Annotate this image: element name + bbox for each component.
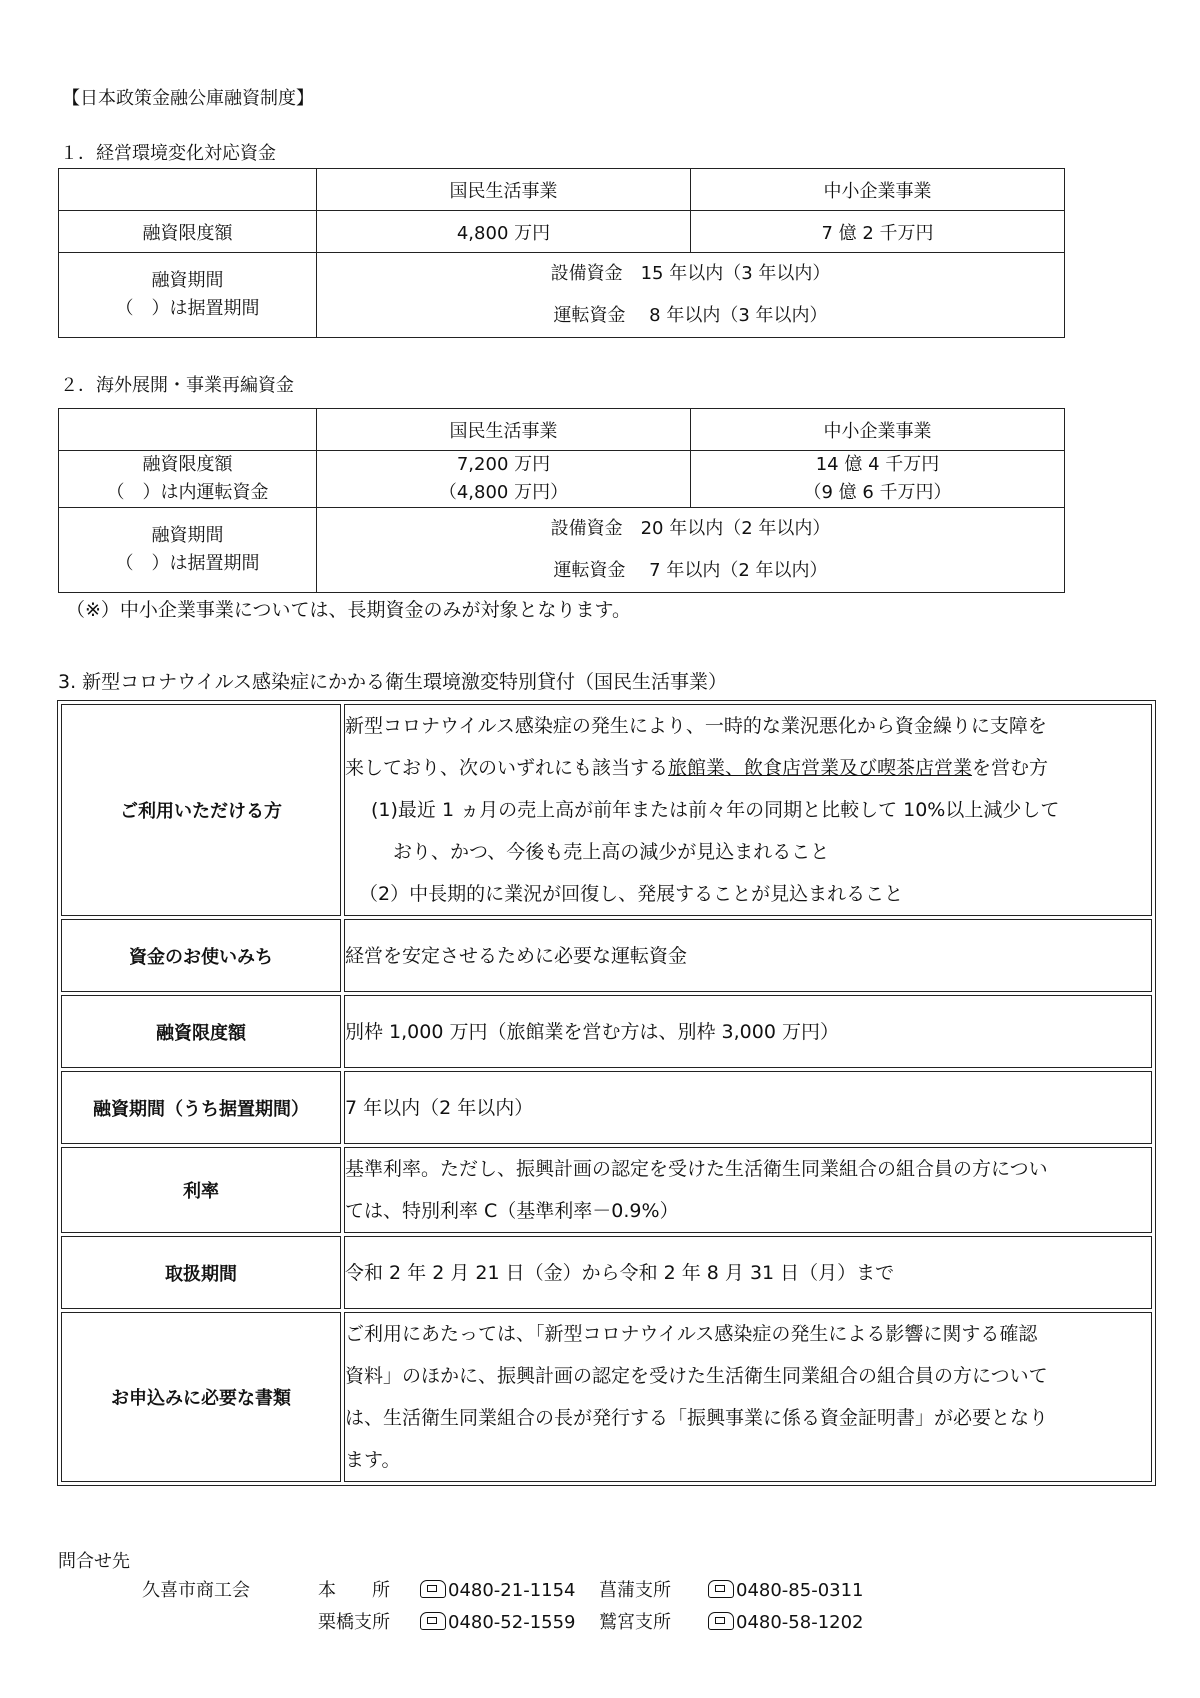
section2-period-label <box>59 508 317 593</box>
section2-table <box>58 408 1065 593</box>
contact-branch-shobu <box>599 1575 671 1607</box>
phone-icon <box>420 1580 446 1598</box>
section2-limit-label <box>59 451 317 508</box>
eligible-line2-c: を営む方 <box>972 757 1049 779</box>
section2-title: ２．海外展開・事業再編資金 <box>60 375 294 396</box>
section1-period-label <box>59 253 317 338</box>
branch-name-kurihashi: 栗橋支所 <box>318 1612 390 1633</box>
loan-period-label: 融資期間（うち据置期間） <box>61 1071 341 1144</box>
section2-limit-kokumin <box>317 451 691 508</box>
main-title: 【日本政策金融公庫融資制度】 <box>62 88 314 109</box>
section3-title: 3. 新型コロナウイルス感染症にかかる衛生環境激変特別貸付（国民生活事業） <box>58 671 728 693</box>
eligible-target-industries: 旅館業、飲食店営業及び喫茶店営業 <box>668 757 973 779</box>
section2-period-equipment: 設備資金 20 年以内（2 年以内） <box>550 518 831 539</box>
section1-header-blank <box>59 169 317 211</box>
section2-period-label-line2: （ ）は据置期間 <box>115 553 260 574</box>
documents-line3: は、生活衛生同業組合の長が発行する「振興事業に係る資金証明書」が必要となり <box>345 1407 1049 1429</box>
tel-honsho: 0480-21-1154 <box>448 1580 576 1601</box>
contact-tel-kurihashi <box>420 1607 576 1639</box>
section1-title: １．経営環境変化対応資金 <box>60 143 276 164</box>
section2-period-value <box>317 508 1065 593</box>
section1-col-chusho: 中小企業事業 <box>691 169 1065 211</box>
section1-period-label-line2: （ ）は据置期間 <box>115 298 260 319</box>
contact-org: 久喜市商工会 <box>142 1580 250 1601</box>
section2-col-chusho: 中小企業事業 <box>691 409 1065 451</box>
eligible-condition1: (1)最近 1 ヵ月の売上高が前年または前々年の同期と比較して 10%以上減少して <box>371 799 1060 821</box>
usage-label: 資金のお使いみち <box>61 919 341 992</box>
section2-limit-chusho-operating: （9 億 6 千万円） <box>803 482 952 503</box>
eligible-line1: 新型コロナウイルス感染症の発生により、一時的な業況悪化から資金繰りに支障を <box>345 715 1047 737</box>
section1-period-operating: 運転資金 8 年以内（3 年以内） <box>553 305 828 326</box>
contact-heading: 問合せ先 <box>58 1551 130 1572</box>
eligible-condition1-cont: おり、かつ、今後も売上高の減少が見込まれること <box>393 841 830 863</box>
eligible-line2-a: 来しており、次のいずれにも該当する <box>345 757 669 779</box>
interest-line1: 基準利率。ただし、振興計画の認定を受けた生活衛生同業組合の組合員の方につい <box>345 1158 1048 1180</box>
contact-tel-washimiya <box>708 1607 864 1639</box>
section1-period-label-line1: 融資期間 <box>151 270 224 291</box>
documents-line1: ご利用にあたっては、「新型コロナウイルス感染症の発生による影響に関する確認 <box>345 1323 1038 1345</box>
contact-branch-honsho <box>318 1575 390 1607</box>
section1-limit-kokumin: 4,800 万円 <box>317 211 691 253</box>
handling-period-value: 令和 2 年 2 月 21 日（金）から令和 2 年 8 月 31 日（月）まで <box>344 1236 1152 1309</box>
documents-line4: ます。 <box>345 1449 401 1471</box>
section1-limit-chusho: 7 億 2 千万円 <box>691 211 1065 253</box>
interest-line2: ては、特別利率 C（基準利率－0.9%） <box>345 1200 679 1222</box>
phone-icon <box>708 1612 734 1630</box>
contact-branch-washimiya <box>599 1607 671 1639</box>
section3-table <box>57 700 1156 1486</box>
section1-col-kokumin: 国民生活事業 <box>317 169 691 211</box>
contact-branch-kurihashi <box>318 1607 390 1639</box>
interest-value <box>344 1147 1152 1233</box>
eligible-line2 <box>345 747 1151 789</box>
section2-limit-kokumin-total: 7,200 万円 <box>456 454 551 475</box>
tel-shobu: 0480-85-0311 <box>736 1580 864 1601</box>
branch-name-honsho: 本 所 <box>318 1580 390 1601</box>
section2-limit-chusho <box>691 451 1065 508</box>
section2-limit-kokumin-operating: （4,800 万円） <box>438 482 569 503</box>
branch-name-shobu: 菖蒲支所 <box>599 1580 671 1601</box>
eligible-condition2: （2）中長期的に業況が回復し、発展することが見込まれること <box>359 883 904 905</box>
contact-tel-shobu <box>708 1575 864 1607</box>
tel-washimiya: 0480-58-1202 <box>736 1612 864 1633</box>
section2-note: （※）中小企業事業については、長期資金のみが対象となります。 <box>66 599 632 621</box>
contact-tel-honsho <box>420 1575 576 1607</box>
loan-period-value: 7 年以内（2 年以内） <box>344 1071 1152 1144</box>
documents-line2: 資料」のほかに、振興計画の認定を受けた生活衛生同業組合の組合員の方について <box>345 1365 1048 1387</box>
section1-table <box>58 168 1065 338</box>
interest-label: 利率 <box>61 1147 341 1233</box>
usage-value: 経営を安定させるために必要な運転資金 <box>344 919 1152 992</box>
section2-period-operating: 運転資金 7 年以内（2 年以内） <box>553 560 828 581</box>
phone-icon <box>420 1612 446 1630</box>
eligible-value <box>344 704 1152 916</box>
section2-col-kokumin: 国民生活事業 <box>317 409 691 451</box>
documents-value <box>344 1312 1152 1482</box>
eligible-label: ご利用いただける方 <box>61 704 341 916</box>
section2-limit-label-line1: 融資限度額 <box>142 454 233 475</box>
section1-period-value <box>317 253 1065 338</box>
section2-limit-chusho-total: 14 億 4 千万円 <box>815 454 940 475</box>
loan-limit-label: 融資限度額 <box>61 995 341 1068</box>
phone-icon <box>708 1580 734 1598</box>
section1-limit-label: 融資限度額 <box>59 211 317 253</box>
section1-period-equipment: 設備資金 15 年以内（3 年以内） <box>550 263 831 284</box>
tel-kurihashi: 0480-52-1559 <box>448 1612 576 1633</box>
handling-period-label: 取扱期間 <box>61 1236 341 1309</box>
documents-label: お申込みに必要な書類 <box>61 1312 341 1482</box>
section2-period-label-line1: 融資期間 <box>151 525 224 546</box>
branch-name-washimiya: 鷲宮支所 <box>599 1612 671 1633</box>
loan-limit-value: 別枠 1,000 万円（旅館業を営む方は、別枠 3,000 万円） <box>344 995 1152 1068</box>
section2-limit-label-line2: （ ）は内運転資金 <box>106 482 269 503</box>
section2-header-blank <box>59 409 317 451</box>
